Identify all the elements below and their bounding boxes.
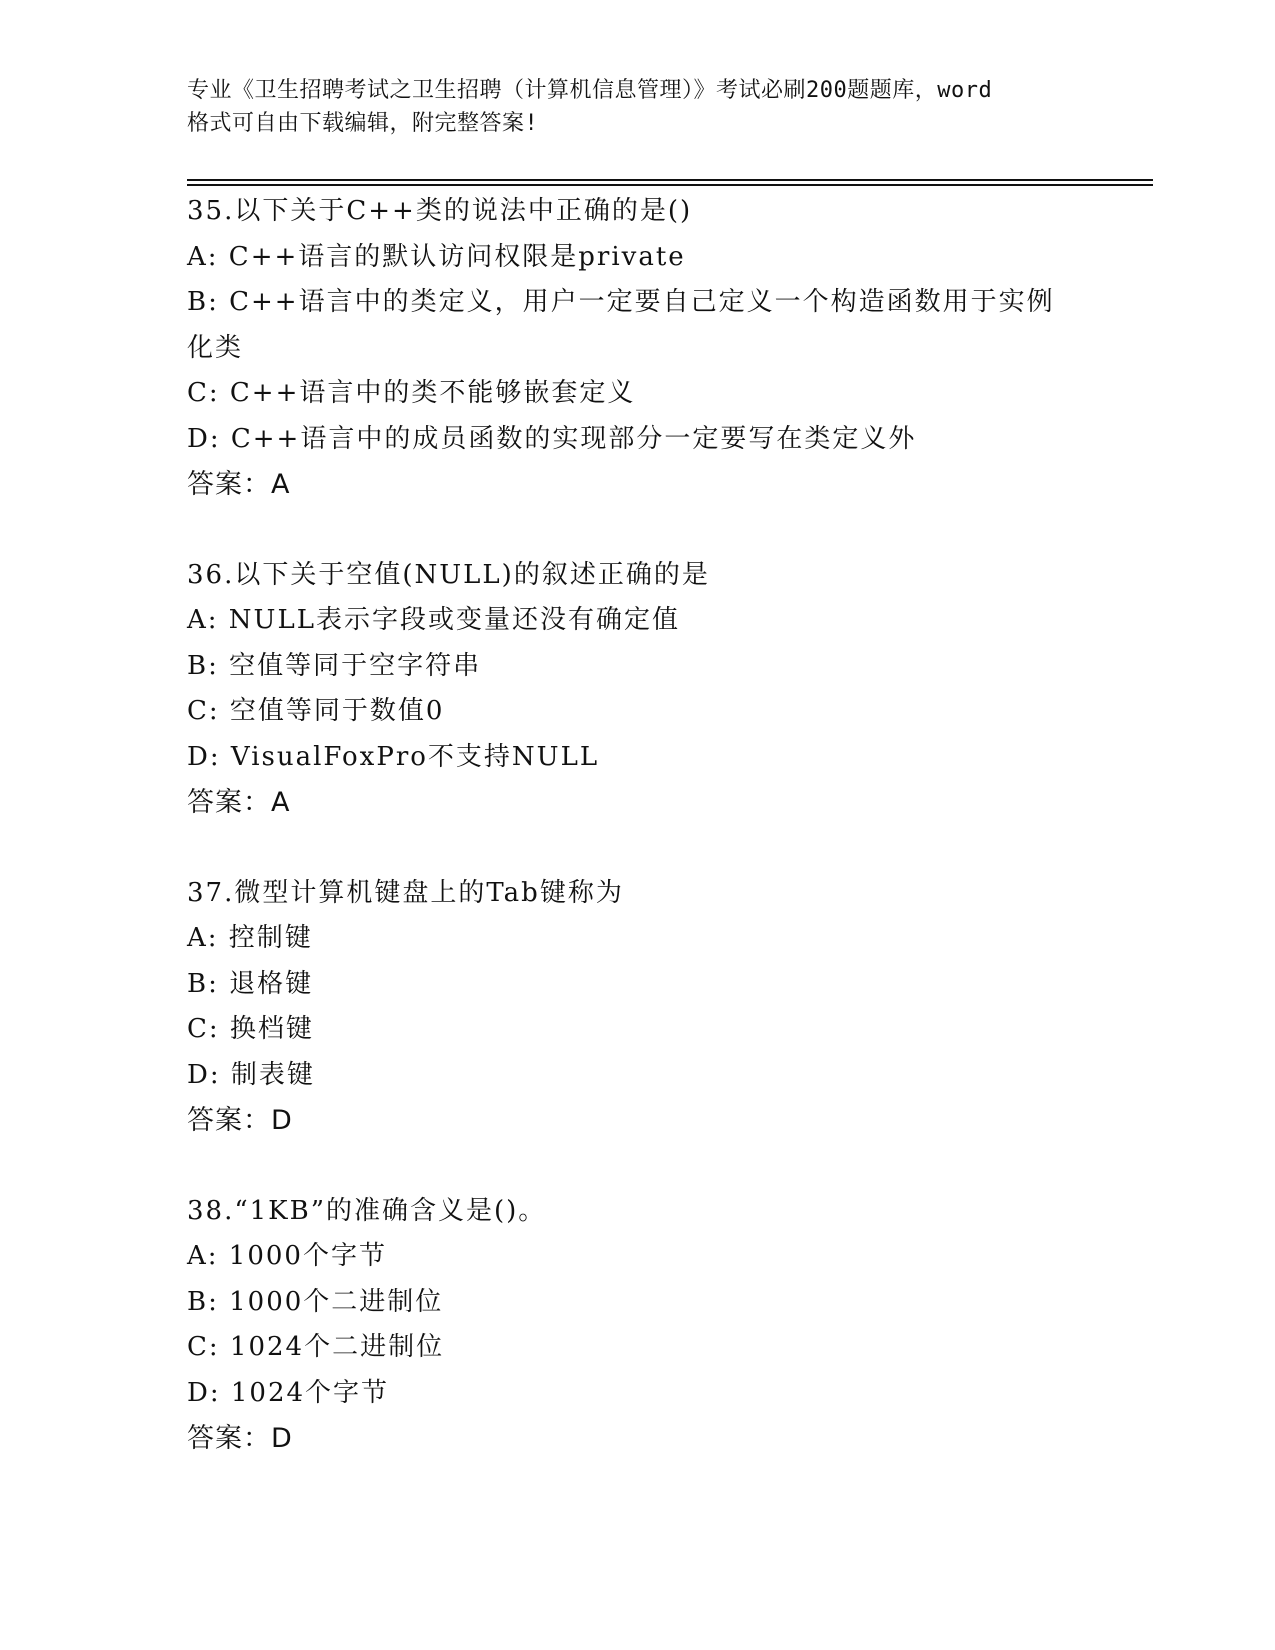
question-37	[187, 871, 1087, 1144]
option-c: C: C++语言中的类不能够嵌套定义	[187, 378, 636, 408]
option-b: B: 空值等同于空字符串	[187, 650, 482, 681]
option-d: D: C++语言中的成员函数的实现部分一定要写在类定义外	[187, 423, 917, 454]
question-38	[187, 1189, 1087, 1462]
option-b: B: C++语言中的类定义，用户一定要自己定义一个构造函数用于实例	[187, 287, 1055, 317]
question-36	[187, 553, 1087, 826]
option-d: D: VisualFoxPro不支持NULL	[187, 741, 600, 772]
option-a: A: 1000个字节	[187, 1241, 387, 1271]
answer-label: 答案：A	[187, 469, 291, 500]
header-line-1: 专业《卫生招聘考试之卫生招聘（计算机信息管理）》考试必刷200题题库，word	[187, 78, 993, 103]
document-header	[187, 74, 1087, 140]
option-c: C: 1024个二进制位	[187, 1332, 445, 1362]
question-stem: 37.微型计算机键盘上的Tab键称为	[187, 877, 624, 908]
answer-label: 答案：D	[187, 1423, 293, 1454]
option-b: B: 退格键	[187, 968, 314, 999]
answer-label: 答案：D	[187, 1105, 293, 1136]
answer-label: 答案：A	[187, 787, 291, 818]
question-stem: 36.以下关于空值(NULL)的叙述正确的是	[187, 559, 710, 590]
option-a: A: C++语言的默认访问权限是private	[187, 241, 686, 272]
header-divider-bottom	[187, 184, 1153, 186]
option-a: A: 控制键	[187, 923, 313, 953]
option-b: B: 1000个二进制位	[187, 1286, 444, 1317]
question-stem: 38.“1KB”的准确含义是()。	[187, 1195, 547, 1226]
question-35	[187, 189, 1087, 508]
option-d: D: 制表键	[187, 1059, 315, 1090]
option-c: C: 换档键	[187, 1014, 314, 1044]
option-b-continued: 化类	[187, 332, 244, 363]
header-divider-top	[187, 179, 1153, 181]
question-stem: 35.以下关于C++类的说法中正确的是()	[187, 196, 693, 226]
option-a: A: NULL表示字段或变量还没有确定值	[187, 605, 680, 635]
question-list	[187, 189, 1087, 1507]
header-line-2: 格式可自由下载编辑，附完整答案!	[187, 111, 539, 136]
option-c: C: 空值等同于数值0	[187, 696, 445, 726]
option-d: D: 1024个字节	[187, 1377, 390, 1408]
